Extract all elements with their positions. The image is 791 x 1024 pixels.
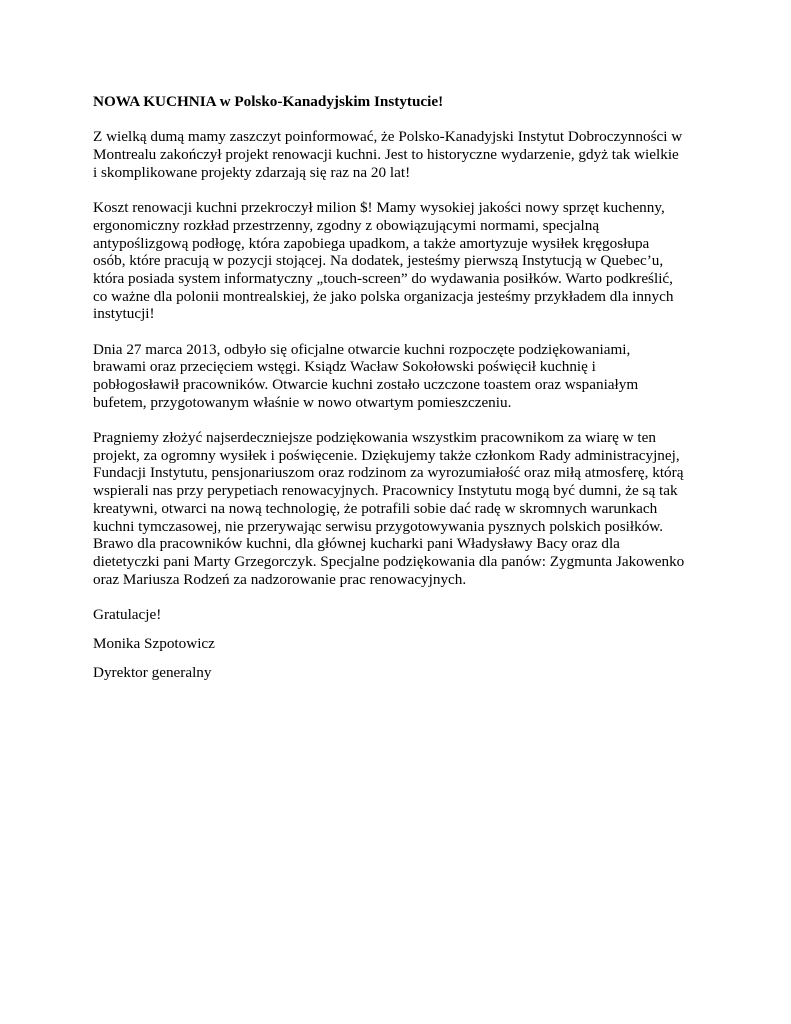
text-line: Z wielką dumą mamy zaszczyt poinformować, że Polsko-Kanadyjski Instytut Dobroczynności w (93, 128, 683, 146)
text-line: co ważne dla polonii montrealskiej, że jako polska organizacja jesteśmy przykładem dla innych (93, 287, 674, 305)
closing-block (93, 606, 733, 624)
paragraph-announcement (93, 128, 733, 181)
text-line: Montrealu zakończył projekt renowacji kuchni. Jest to historyczne wydarzenie, gdyż tak wielkie (93, 146, 679, 164)
text-line: wspierali nas przy perypetiach renowacyjnych. Pracownicy Instytutu mogą być dumni, że są tak (93, 482, 678, 500)
text-line: Brawo dla pracowników kuchni, dla głównej kucharki pani Władysławy Bacy oraz dla (93, 535, 620, 553)
text-line: pobłogosławił pracowników. Otwarcie kuchni zostało uczczone toastem oraz wspaniałym (93, 376, 639, 393)
closing-text: Gratulacje! (93, 605, 162, 623)
document-title (93, 93, 733, 111)
text-line: antypoślizgową podłogę, która zapobiega upadkom, a także amortyzuje wysiłek kręgosłupa (93, 234, 650, 252)
text-line: projekt, za ogromny wysiłek i poświęcenie. Dziękujemy także członkom Rady administracyjnej, (93, 446, 680, 464)
document-page (93, 93, 733, 694)
text-line: ergonomiczny rozkład przestrzenny, zgodny z obowiązującymi normami, specjalną (93, 216, 600, 234)
paragraph-cost (93, 199, 733, 323)
signature-title-block (93, 664, 733, 682)
text-line: kuchni tymczasowej, nie przerywając serwisu przygotowywania pysznych polskich posiłków. (93, 517, 664, 535)
text-line: dietetyczki pani Marty Grzegorczyk. Specjalne podziękowania dla panów: Zygmunta Jakowenko (93, 552, 685, 570)
text-line: i skomplikowane projekty zdarzają się raz na 20 lat! (93, 163, 411, 181)
text-line: brawami oraz przecięciem wstęgi. Ksiądz Wacław Sokołowski poświęcił kuchnię i (93, 358, 596, 376)
text-line: kreatywni, otwarci na nową technologię, że potrafili sobie dać radę w skromnych warunkach (93, 499, 658, 517)
paragraph-thanks (93, 429, 733, 588)
text-line: oraz Mariusza Rodzeń za nadzorowanie prac renowacyjnych. (93, 570, 467, 588)
paragraph-opening (93, 341, 733, 412)
text-line: instytucji! (93, 305, 155, 323)
text-line: która posiada system informatyczny „touch-screen” do wydawania posiłków. Warto podkreślić, (93, 269, 673, 287)
text-line: Dnia 27 marca 2013, odbyło się oficjalne otwarcie kuchni rozpoczęte podziękowaniami, (93, 340, 631, 358)
signature-title: Dyrektor generalny (93, 664, 212, 682)
text-line: osób, które pracują w pozycji stojącej. Na dodatek, jesteśmy pierwszą Instytucją w Quebec’u, (93, 252, 664, 270)
text-line: bufetem, przygotowanym właśnie w nowo otwartym pomieszczeniu. (93, 393, 512, 411)
title-line: NOWA KUCHNIA w Polsko-Kanadyjskim Instytucie! (93, 93, 444, 110)
signature-block (93, 635, 733, 653)
signature-name: Monika Szpotowicz (93, 635, 215, 653)
text-line: Fundacji Instytutu, pensjonariuszom oraz rodzinom za wyrozumiałość oraz miłą atmosferę, którą (93, 464, 684, 482)
text-line: Koszt renowacji kuchni przekroczył milion $! Mamy wysokiej jakości nowy sprzęt kuchenny, (93, 199, 665, 217)
text-line: Pragniemy złożyć najserdeczniejsze podziękowania wszystkim pracownikom za wiarę w ten (93, 429, 656, 447)
